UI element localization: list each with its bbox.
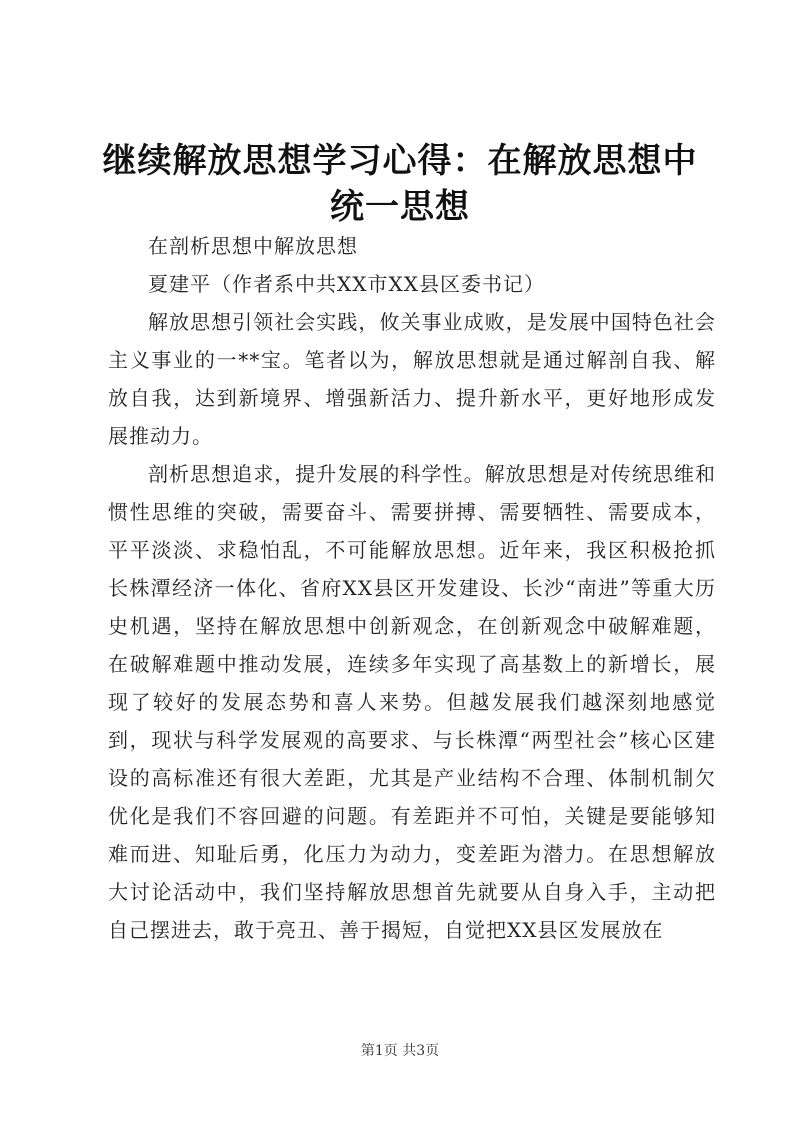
page-number: 第1页 共3页 [360, 1043, 440, 1059]
document-body [108, 227, 716, 949]
subtitle-line: 在剖析思想中解放思想 [148, 234, 358, 258]
page-footer [0, 1041, 800, 1061]
paragraph: 解放思想引领社会实践，攸关事业成败，是发展中国特色社会主义事业的一**宝。笔者以为，解放思想就是通过解剖自我、解放自我，达到新境界、增强新活力、提升新水平，更好地形成发展推动力。 [108, 310, 716, 448]
document-title: 继续解放思想学习心得：在解放思想中统一思想 [102, 141, 698, 227]
paragraph: 剖析思想追求，提升发展的科学性。解放思想是对传统思维和惯性思维的突破，需要奋斗、需要拼搏、需要牺牲、需要成本，平平淡淡、求稳怕乱，不可能解放思想。近年来，我区积极抢抓长株潭经济一体化、省府XX县区开发建设、长沙“南进”等重大历史机遇，坚持在解放思想中创新观念，在创新观念中破解难题，在破解难题中推动发展，连续多年实现了高基数上的新增长，展现了较好的发展态势和喜人来势。但越发展我们越深刻地感觉到，现状与科学发展观的高要求、与长株潭“两型社会”核心区建设的高标准还有很大差距，尤其是产业结构不合理、体制机制欠优化是我们不容回避的问题。有差距并不可怕，关键是要能够知难而进、知耻后勇，化压力为动力，变差距为潜力。在思想解放大讨论活动中，我们坚持解放思想首先就要从自身入手，主动把自己摆进去，敢于亮丑、善于揭短，自觉把XX县区发展放在 [108, 462, 716, 942]
byline: 夏建平（作者系中共XX市XX县区委书记） [148, 272, 545, 296]
